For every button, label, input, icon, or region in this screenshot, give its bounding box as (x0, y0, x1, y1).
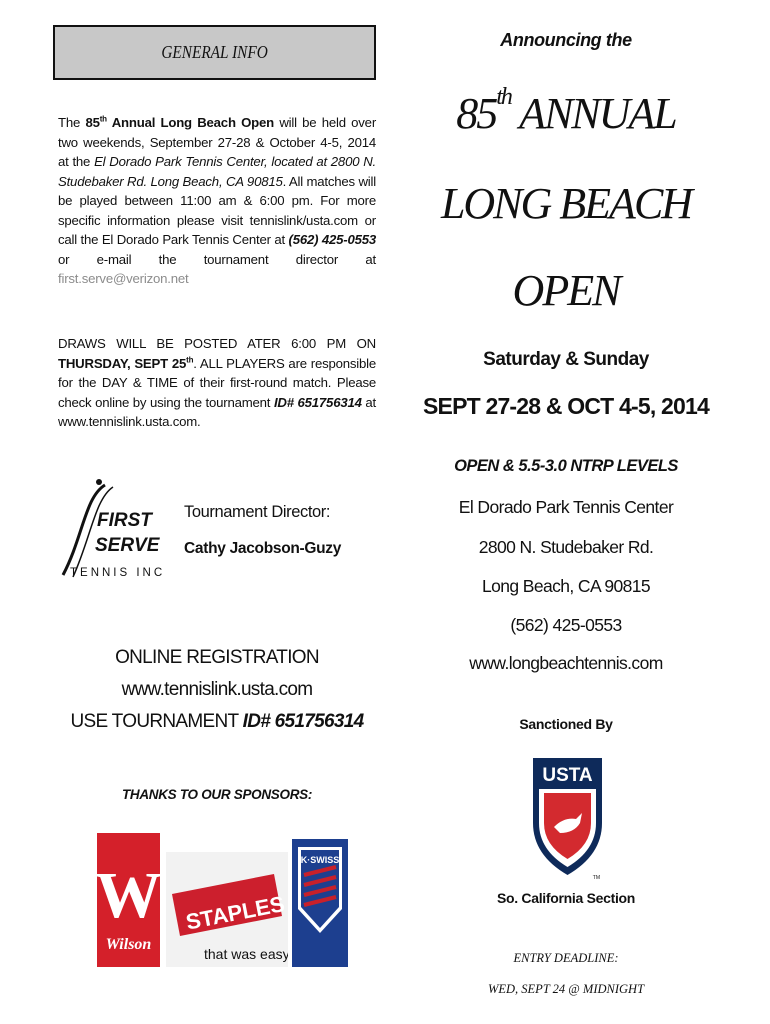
staples-logo-mark (166, 852, 288, 967)
general-info-title: GENERAL INFO (161, 42, 268, 62)
days-text: Saturday & Sunday (483, 349, 649, 370)
venue-street: 2800 N. Studebaker Rd. (478, 537, 654, 557)
deadline-value: WED, SEPT 24 @ MIDNIGHT (487, 982, 645, 996)
logo-first: FIRST (97, 510, 152, 531)
venue-city: Long Beach, CA 90815 (481, 576, 650, 596)
registration-id-prefix: USE TOURNAMENT (70, 711, 243, 732)
draws-day-suffix: th (186, 355, 194, 365)
venue-text: El Dorado Park Tennis Center, located at 2800 N. Studebaker Rd. Long Beach, CA 90815 (58, 154, 376, 189)
first-serve-logo-mark (55, 477, 175, 581)
wilson-logo-mark (97, 833, 160, 967)
event-name: Annual Long Beach Open (106, 115, 275, 130)
draws-day: THURSDAY, SEPT 25 (58, 355, 187, 371)
draws-paragraph (58, 334, 376, 432)
deadline-label: ENTRY DEADLINE: (513, 951, 619, 965)
ordinal-number: 85 (85, 115, 100, 130)
logo-tennis-inc: TENNIS INC (70, 567, 166, 579)
dates-text: SEPT 27-28 & OCT 4-5, 2014 (422, 393, 709, 419)
phone-number: (562) 425-0553 (288, 232, 376, 247)
venue-name: El Dorado Park Tennis Center (458, 497, 674, 517)
registration-id-line (58, 711, 376, 733)
staples-logo (166, 852, 288, 967)
first-serve-logo (55, 477, 175, 581)
registration-heading: ONLINE REGISTRATION (115, 647, 319, 668)
text-email-intro: or e-mail the tournament director at (58, 251, 376, 267)
director-email-link[interactable]: first.serve@verizon.net (58, 271, 189, 286)
players-text: . ALL PLAYERS are responsible for the DAY & TIME of their first-round match. Please check online by using the tournament (58, 355, 376, 410)
title-ordinal-suffix: th (496, 84, 511, 110)
tournament-id: ID# 651756314 (273, 394, 362, 410)
kswiss-logo-mark (292, 839, 348, 967)
usta-shield-icon (530, 755, 605, 880)
text-weekends: will be held over two weekends, September 27-28 & October 4-5, 2014 at the (58, 115, 377, 169)
registration-id: ID# 651756314 (242, 711, 364, 732)
staples-tagline: that was easy. (204, 946, 288, 962)
general-info-box (53, 25, 376, 80)
staples-name: STAPLES (183, 891, 287, 935)
director-name: Cathy Jacobson-Guzy (184, 540, 342, 557)
announcing-text: Announcing the (500, 30, 632, 50)
title-long-beach: LONG BEACH (440, 179, 692, 228)
ordinal-suffix: th (99, 114, 107, 124)
levels-text: OPEN & 5.5-3.0 NTRP LEVELS (454, 457, 678, 475)
sanctioned-by-text: Sanctioned By (519, 716, 613, 732)
draws-text: DRAWS WILL BE POSTED ATER 6:00 PM ON (58, 336, 376, 351)
registration-url[interactable]: www.tennislink.usta.com (121, 679, 313, 700)
logo-serve: SERVE (95, 535, 160, 556)
title-open: OPEN (512, 266, 620, 315)
sponsors-heading: THANKS TO OUR SPONSORS: (121, 787, 313, 802)
wilson-name: Wilson (105, 936, 152, 953)
usta-tm: TM (592, 875, 600, 880)
wilson-w: W (97, 859, 160, 932)
title-annual (420, 84, 712, 139)
usta-logo (530, 755, 605, 880)
text-the: The (58, 115, 86, 130)
director-label: Tournament Director: (184, 503, 331, 521)
kswiss-logo (292, 839, 348, 967)
wilson-logo (97, 833, 160, 967)
venue-phone: (562) 425-0553 (510, 615, 622, 635)
text-matches: . All matches will be played between 11:00 am & 6:00 pm. For more specific information please visit tennislink/usta.com or call the El Dorado Park Tennis Center at (58, 173, 376, 247)
section-name: So. California Section (496, 890, 636, 906)
general-info-paragraph (58, 113, 376, 289)
usta-logo-text: USTA (542, 765, 593, 786)
title-ordinal-number: 85 (456, 89, 497, 138)
kswiss-name: K·SWISS (300, 855, 340, 865)
title-annual-word: ANNUAL (510, 89, 676, 138)
venue-website[interactable]: www.longbeachtennis.com (469, 653, 663, 673)
tennislink-text: at www.tennislink.usta.com. (58, 394, 376, 429)
